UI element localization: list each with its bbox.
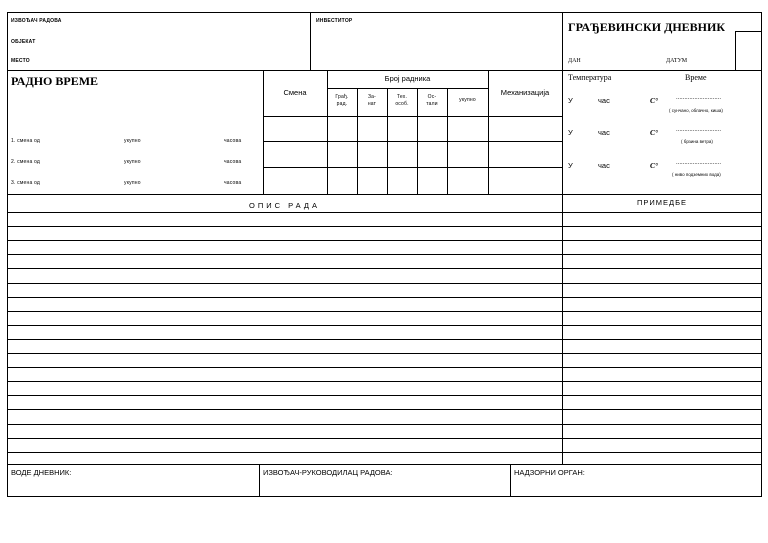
mechanization-header: Механизација xyxy=(500,88,550,97)
weather-row-3-hour: час xyxy=(598,161,610,170)
object-label: ОБЈЕКАТ xyxy=(11,39,36,45)
place-label: МЕСТО xyxy=(11,58,30,64)
ruled-line xyxy=(7,395,762,396)
ruled-line xyxy=(7,254,762,255)
shift-row-line-1 xyxy=(263,141,562,142)
ruled-line xyxy=(7,283,762,284)
border-bottom xyxy=(7,496,762,497)
ruled-line xyxy=(7,240,762,241)
ruled-line xyxy=(7,452,762,453)
ruled-line xyxy=(7,311,762,312)
workers-header-line xyxy=(327,88,488,89)
col-others: Ос- тали xyxy=(426,94,438,107)
weather-row-2-dots: ........................... xyxy=(676,127,722,133)
weather-row-3-at: У xyxy=(568,161,573,170)
shift-2-total: укупно xyxy=(124,159,141,165)
work-time-bottom-line xyxy=(7,194,762,195)
work-description-title: ОПИС РАДА xyxy=(249,201,320,210)
weather-row-2-at: У xyxy=(568,128,573,137)
ruled-line xyxy=(7,381,762,382)
remarks-title: ПРИМЕДБЕ xyxy=(636,198,688,207)
ruled-line xyxy=(7,226,762,227)
ruled-line xyxy=(7,339,762,340)
border-top xyxy=(7,12,762,13)
header-bottom-line xyxy=(7,70,562,71)
shift-3-label: 3. смена од xyxy=(11,180,40,186)
shift-2-hours: часова xyxy=(224,159,242,165)
shift-row-line-2 xyxy=(263,167,562,168)
ruled-line xyxy=(7,325,762,326)
col-builders: Грађ. рад. xyxy=(335,94,349,107)
weather-row-3-hint: ( ниво подземних вода) xyxy=(672,172,721,177)
work-time-title: РАДНО ВРЕМЕ xyxy=(11,74,99,88)
contractor-manager-label: ИЗВОЂАЧ-РУКОВОДИЛАЦ РАДОВА: xyxy=(263,468,393,477)
weather-row-2-hint: ( брзина ветра) xyxy=(681,139,713,144)
weather-row-2-hour: час xyxy=(598,128,610,137)
ruled-line xyxy=(7,424,762,425)
weather-row-3-unit: C° xyxy=(650,161,659,170)
shift-1-label: 1. смена од xyxy=(11,138,40,144)
ruled-line xyxy=(7,438,762,439)
title-bottom-line xyxy=(562,70,762,71)
date-label: ДАТУМ xyxy=(666,58,688,64)
weather-label: Време xyxy=(685,73,707,82)
weather-row-1-unit: C° xyxy=(650,96,659,105)
investor-label: ИНВЕСТИТОР xyxy=(316,18,353,24)
construction-diary-form xyxy=(7,12,762,496)
shift-3-total: укупно xyxy=(124,180,141,186)
ruled-line xyxy=(7,212,762,213)
contractor-label: ИЗВОЂАЧ РАДОВА xyxy=(11,18,62,24)
shift-2-label: 2. смена од xyxy=(11,159,40,165)
temperature-label: Температура xyxy=(568,73,612,82)
weather-row-3-dots: ........................... xyxy=(676,160,722,166)
shift-3-hours: часова xyxy=(224,180,242,186)
shift-1-hours: часова xyxy=(224,138,242,144)
weather-row-1-hour: час xyxy=(598,96,610,105)
weather-row-1-dots: ........................... xyxy=(676,95,722,101)
day-label: ДАН xyxy=(568,58,581,64)
ruled-line xyxy=(7,367,762,368)
col-total: укупно xyxy=(459,97,476,103)
footer-divider-2 xyxy=(510,464,511,496)
workers-header: Број радника xyxy=(384,74,431,83)
header-divider xyxy=(310,12,311,70)
date-box-top xyxy=(735,31,762,32)
col-craftsmen: За- нат xyxy=(367,94,377,107)
weather-row-1-at: У xyxy=(568,96,573,105)
shift-1-total: укупно xyxy=(124,138,141,144)
date-box-left xyxy=(735,31,736,70)
supervisor-label: НАДЗОРНИ ОРГАН: xyxy=(514,468,585,477)
footer-top-line xyxy=(7,464,762,465)
ruled-line xyxy=(7,353,762,354)
right-column-divider xyxy=(562,12,563,464)
diary-keeper-label: ВОДЕ ДНЕВНИК: xyxy=(11,468,72,477)
diary-title: ГРАЂЕВИНСКИ ДНЕВНИК xyxy=(568,20,726,34)
weather-row-1-hint: ( сунчано, облачно, киша) xyxy=(669,108,723,113)
shift-header: Смена xyxy=(283,88,307,97)
shift-row-line-0 xyxy=(263,116,562,117)
footer-divider-1 xyxy=(259,464,260,496)
ruled-line xyxy=(7,409,762,410)
weather-row-2-unit: C° xyxy=(650,128,659,137)
ruled-line xyxy=(7,297,762,298)
col-technical: Тех. особ. xyxy=(395,94,409,107)
ruled-line xyxy=(7,268,762,269)
